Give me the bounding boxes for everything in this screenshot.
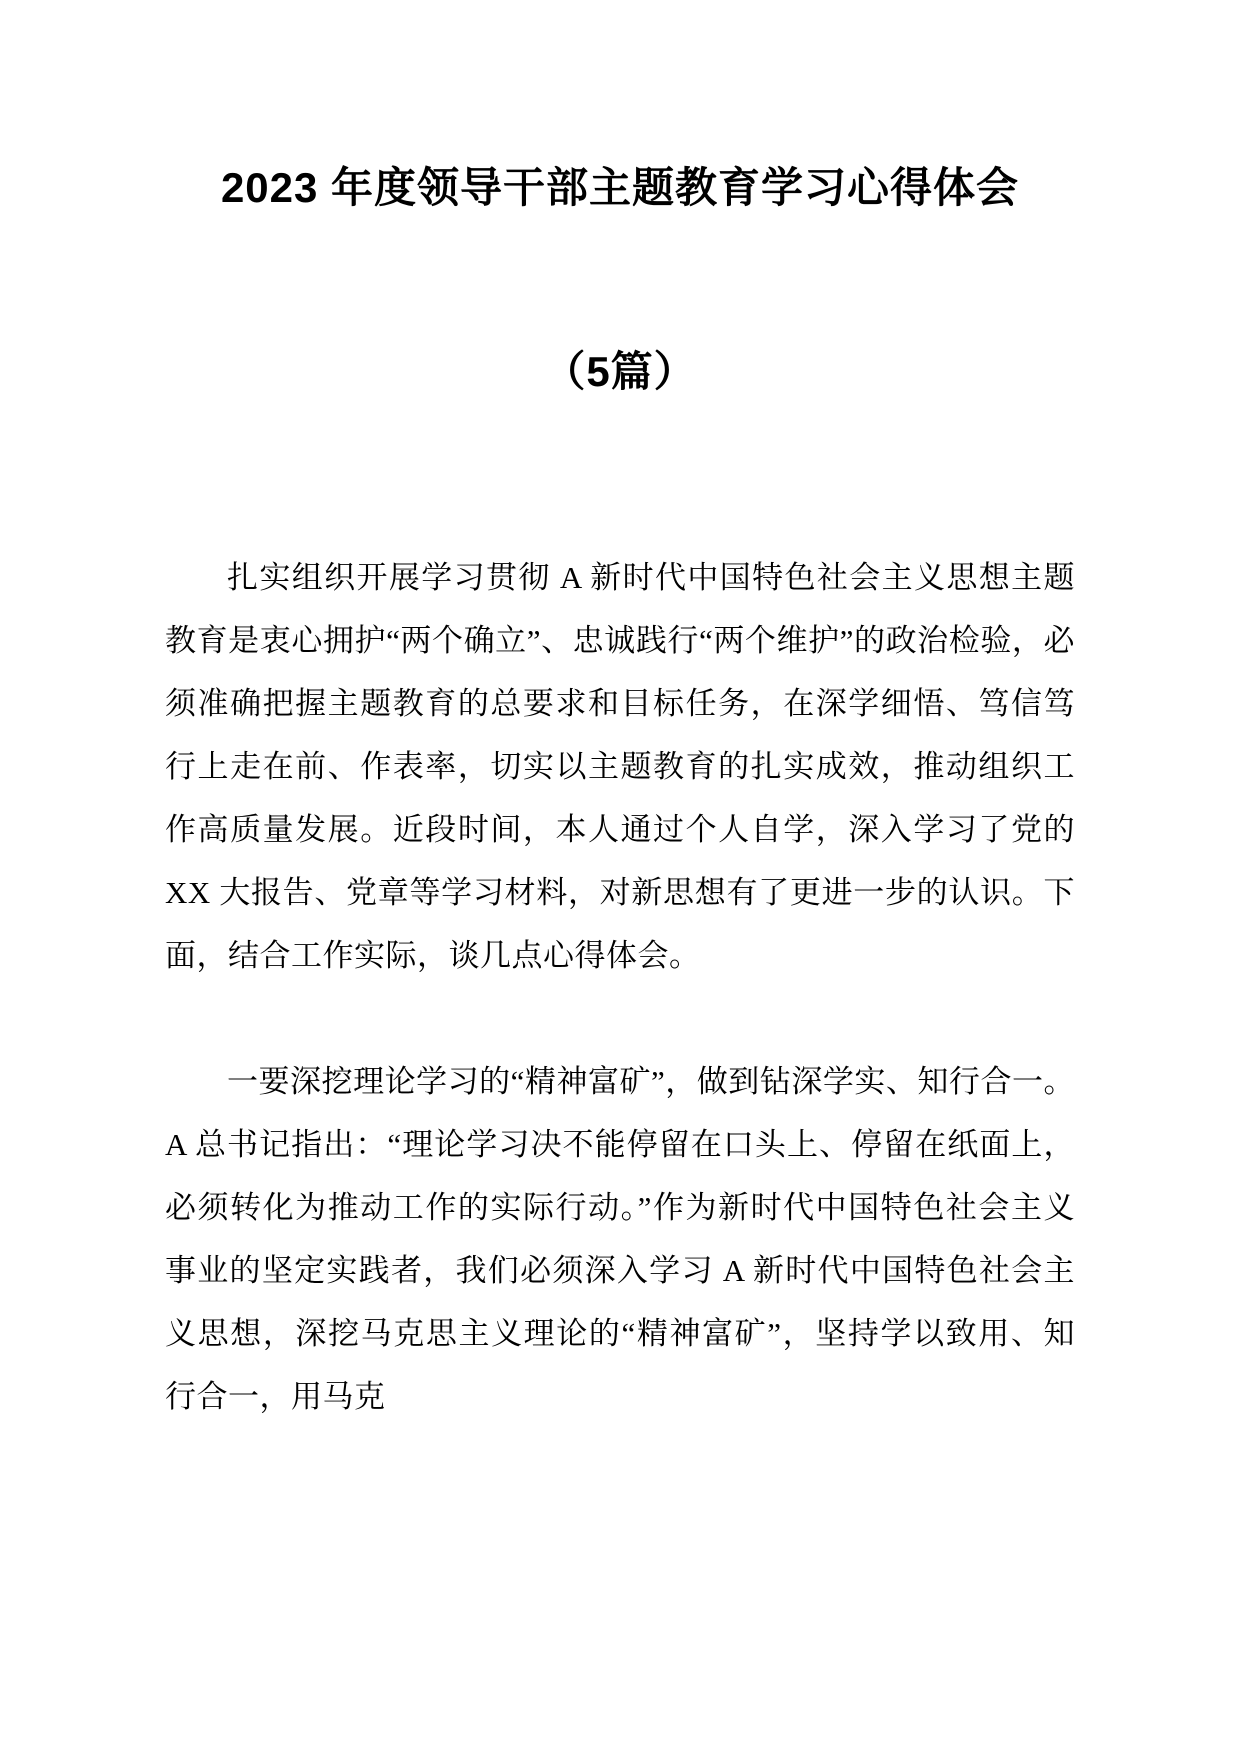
document-subtitle: （5篇） [543, 348, 697, 395]
paragraph-2: 一要深挖理论学习的“精神富矿”，做到钻深学实、知行合一。A 总书记指出：“理论学习决不能停留在口头上、停留在纸面上，必须转化为推动工作的实际行动。”作为新时代中国特色社会主义事业的坚定实践者，我们必须深入学习 A 新时代中国特色社会主义思想，深挖马克思主义理论的“精神富矿”，坚持学以致用、知行合一，用马克 [165, 1064, 1075, 1414]
document-title: 2023 年度领导干部主题教育学习心得体会 [220, 164, 1020, 211]
paragraph-1: 扎实组织开展学习贯彻 A 新时代中国特色社会主义思想主题教育是衷心拥护“两个确立”、忠诚践行“两个维护”的政治检验，必须准确把握主题教育的总要求和目标任务，在深学细悟、笃信笃行上走在前、作表率，切实以主题教育的扎实成效，推动组织工作高质量发展。近段时间，本人通过个人自学，深入学习了党的 XX 大报告、党章等学习材料，对新思想有了更进一步的认识。下面，结合工作实际，谈几点心得体会。 [165, 560, 1075, 973]
document-body [165, 546, 1075, 1428]
